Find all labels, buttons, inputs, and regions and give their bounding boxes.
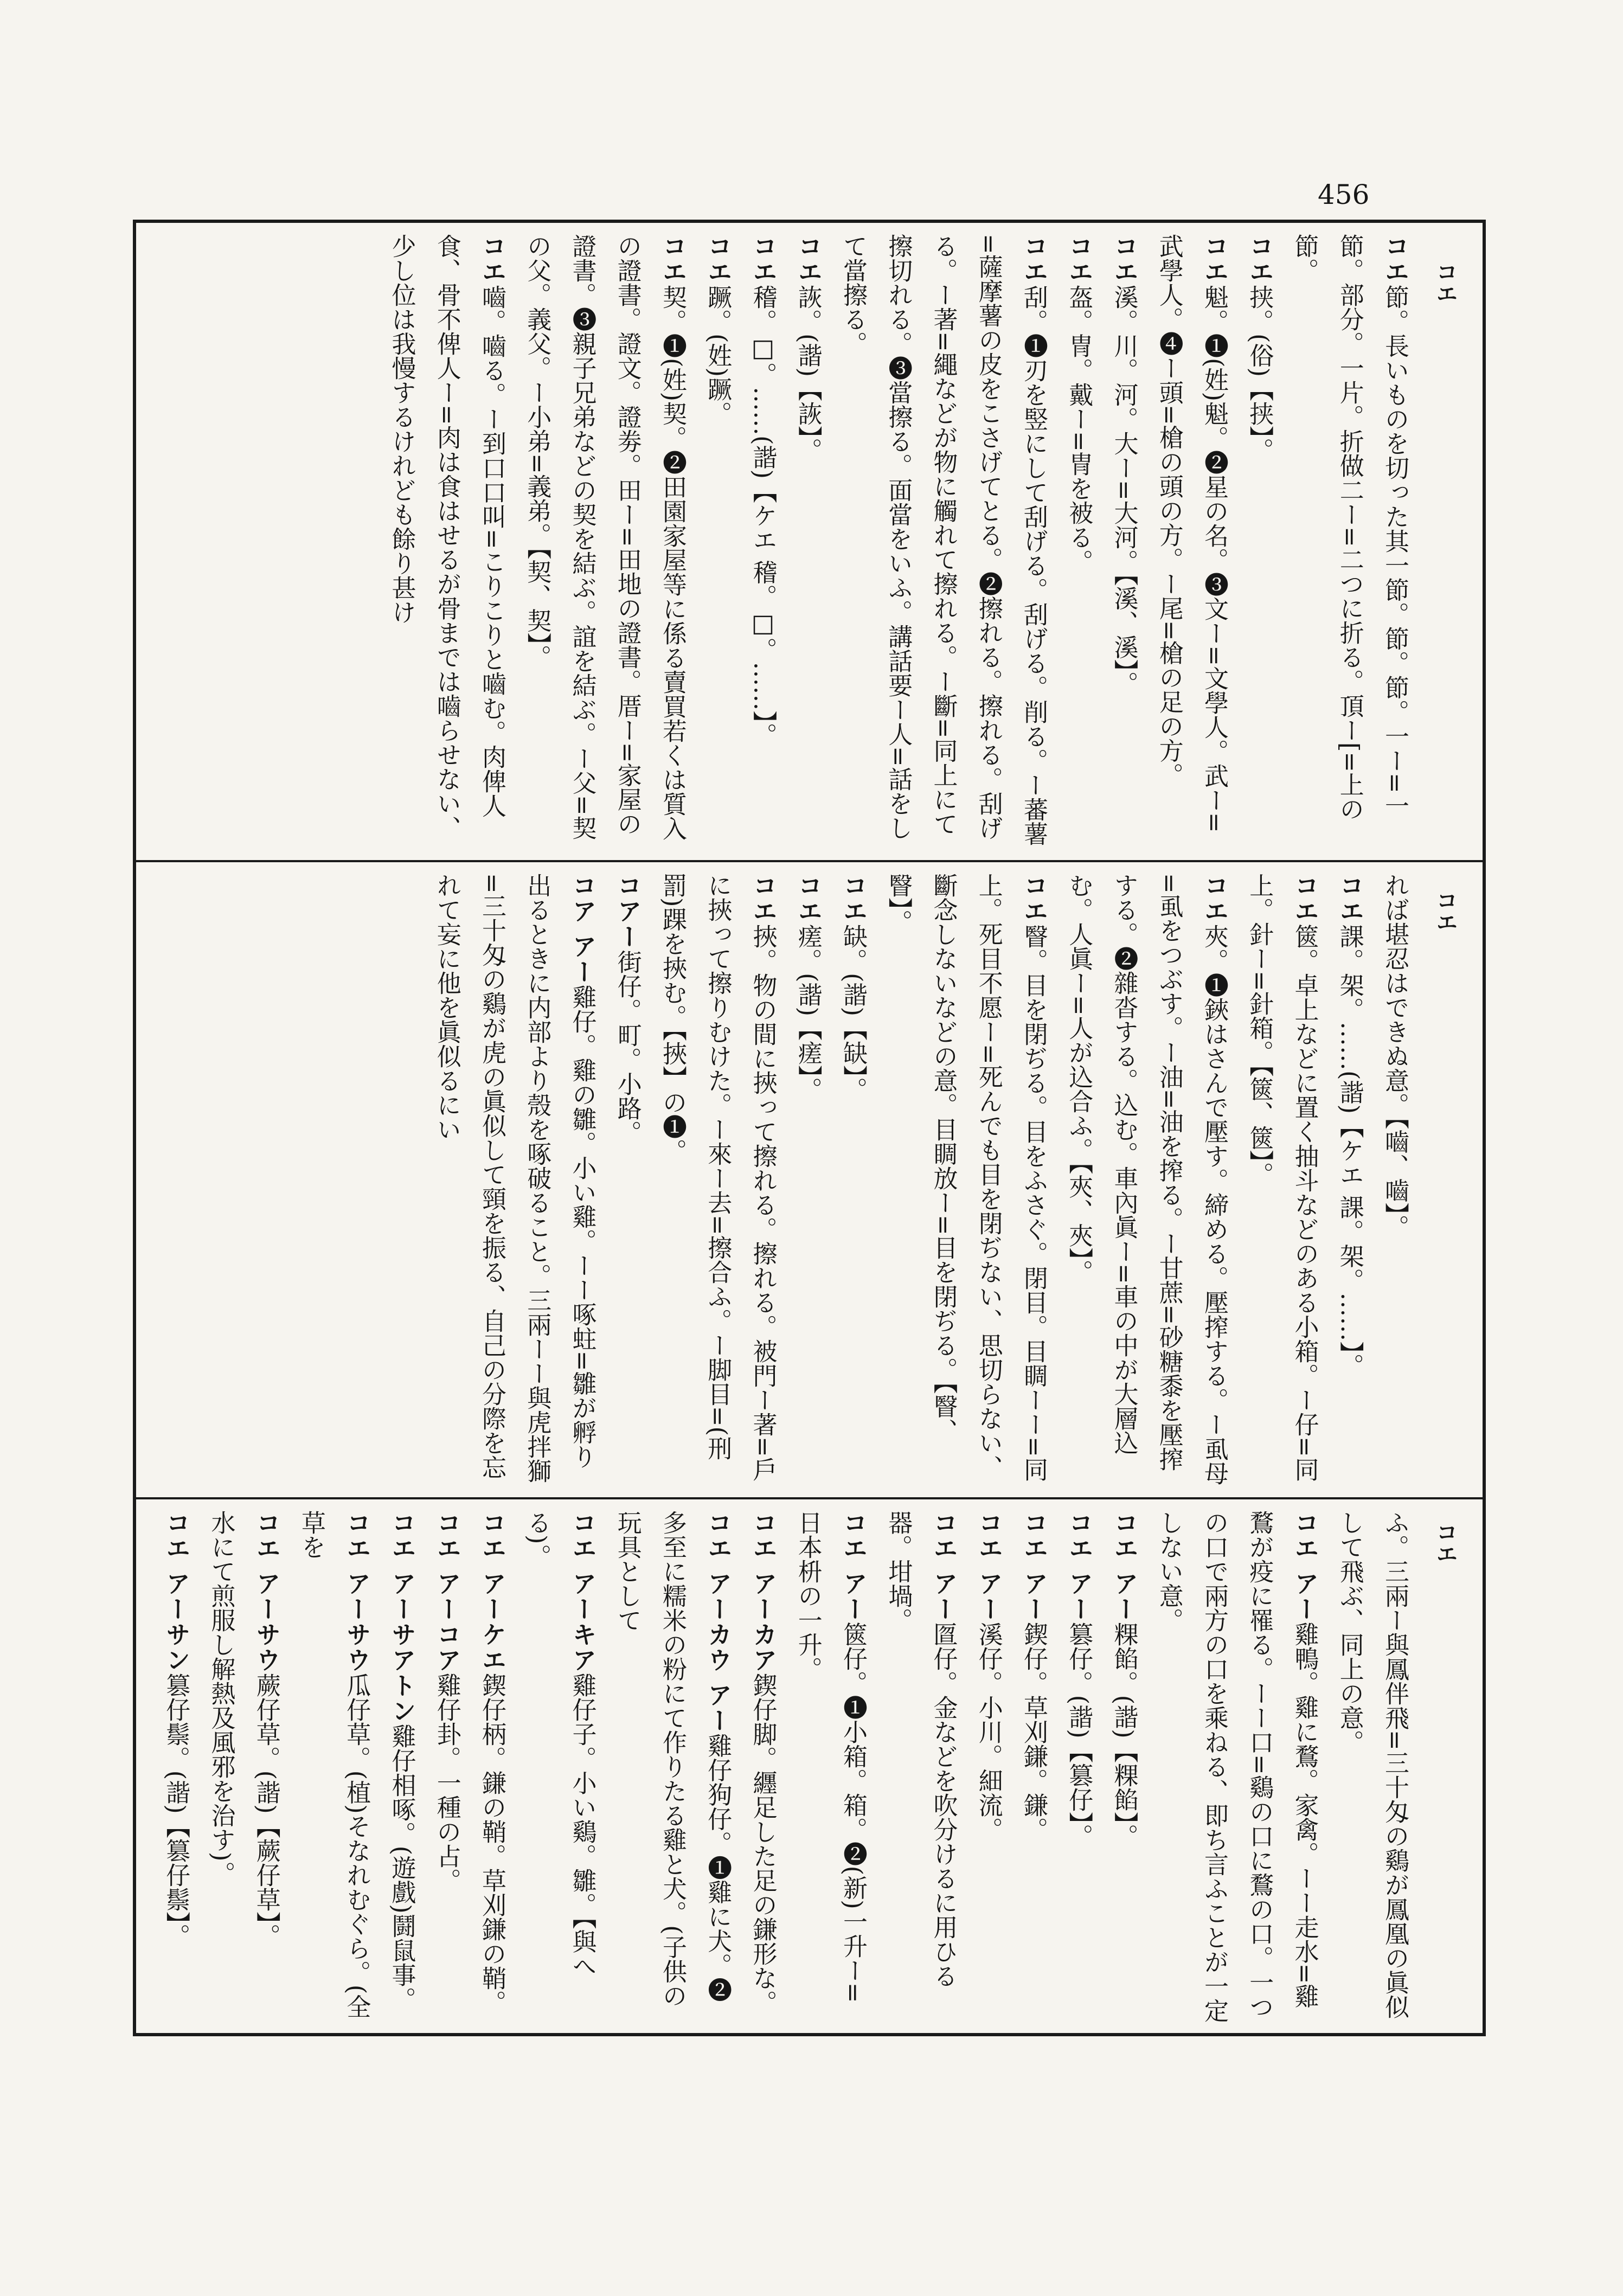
entry-reading: コアー [613, 873, 642, 950]
dictionary-entry [786, 234, 831, 850]
dictionary-entry [1372, 873, 1417, 1487]
entry-reading: コエ [793, 873, 823, 924]
section-middle [136, 860, 1483, 1497]
section-bottom [136, 1497, 1483, 2033]
entry-reading: コエ アー [974, 1510, 1003, 1622]
entry-definition: 溪仔。小川。細流。 [974, 1621, 1003, 1842]
entry-definition: 契。❶(姓)契。❷田園家屋等に係る賣買若くは質入の證書。證文。證劵。田ー=田地の證書。厝ー=家屋の證書。❸親子兄弟などの契を結ぶ。誼を結ぶ。ー父=契の父。義父。ー小弟=義弟。【契、契】。 [523, 234, 687, 841]
dictionary-entry [244, 1510, 289, 2023]
entry-reading: コエ アーサン [162, 1510, 191, 1673]
entry-reading: コエ [839, 873, 868, 924]
dictionary-entry [831, 234, 1056, 850]
dictionary-entry [786, 873, 831, 1487]
entry-definition: 嚙。嚙る。ー到口口叫=こりこりと嚙む。肉俾人食、骨不俾人ー=肉は食はせるが骨までは嚙らせない、少し位は我慢するけれども餘り甚け [387, 234, 506, 840]
entry-definition: 溪。川。河。大ー=大河。【溪、溪】。 [1109, 285, 1139, 696]
dictionary-entry [876, 873, 1056, 1487]
entry-definition: 篋仔。❶小箱。箱。❷(新)一升ー=日本枡の一升。 [793, 1510, 868, 2003]
entry-definition: 挾。物の間に挾って擦れる。擦れる。被門ー著=戶に挾って擦りむけた。ー來ー去=擦合ふ。ー脚目=(刑罰)踝を挾む。【挾】の❶。 [658, 873, 778, 1482]
entry-reading: コエ [793, 234, 823, 285]
entry-reading: コエ [1290, 873, 1319, 924]
entry-definition: 刮。❶刃を竪にして刮げる。刮げる。削る。ー蕃薯=薩摩薯の皮をこさげてとる。❷擦れる。擦れる。刮げる。ー著=繩などが物に觸れて擦れる。ー斷=同上にて擦切れる。❸當擦る。面當をいふ。講話要ー人=話をして當擦る。 [839, 234, 1048, 846]
entry-reading: コエ アー [1019, 1510, 1048, 1622]
dictionary-entry [831, 873, 876, 1487]
dictionary-entry [740, 1510, 785, 2023]
entry-definition: 蕨仔草。(諧)【蕨仔草】。 [252, 1672, 281, 1948]
dictionary-frame [133, 220, 1486, 2036]
dictionary-entry [1056, 234, 1101, 850]
entry-columns [147, 873, 1417, 1487]
dictionary-entry [605, 1510, 741, 2023]
dictionary-entry [1327, 873, 1372, 1487]
dictionary-entry [1237, 873, 1327, 1487]
entry-definition: 瘥。(諧)【瘥】。 [793, 924, 823, 1102]
entry-reading: コエ アーキア [568, 1510, 597, 1673]
dictionary-entry [153, 1510, 198, 2023]
dictionary-entry [1147, 1510, 1327, 2023]
entry-reading: コエ [1019, 873, 1048, 924]
entry-reading: コエ [658, 234, 687, 285]
dictionary-entry [289, 1510, 380, 2023]
entry-definition: 鍥仔柄。鎌の鞘。草刈鎌の鞘。 [478, 1672, 506, 2015]
section-top [136, 223, 1483, 860]
dictionary-entry [650, 873, 786, 1487]
entry-reading: コエ [1335, 873, 1364, 924]
dictionary-entry [515, 1510, 605, 2023]
entry-definition: 雞仔子。小い鷄。雛。【與へる)。 [523, 1510, 597, 1978]
dictionary-entry [786, 1510, 876, 2023]
entry-reading: コエ アーサウ [342, 1510, 371, 1673]
entry-reading: コエ [1109, 234, 1139, 285]
dictionary-entry [379, 234, 515, 850]
entry-reading: コエ アー [1290, 1510, 1319, 1622]
entry-definition: 鍥仔。草刈鎌。鎌。 [1019, 1621, 1048, 1842]
page-number: 456 [1318, 179, 1370, 210]
dictionary-entry [198, 1510, 243, 2023]
entry-definition: 鍥仔脚。纒足した足の鎌形な。 [748, 1672, 778, 2015]
dictionary-entry [1147, 234, 1237, 850]
entry-definition: 篡仔鬃。(諧)【篡仔鬃】。 [162, 1672, 191, 1948]
entry-definition: 雞仔相啄。(遊戲)鬪鼠事。 [387, 1723, 416, 2011]
section-header-mark: コエ [1433, 261, 1458, 304]
entry-definition: 詼。(諧)【詼】。 [793, 285, 823, 463]
dictionary-entry [1327, 1510, 1418, 2023]
entry-definition: 盔。冑。戴ー=冑を被る。 [1064, 285, 1094, 574]
entry-reading: コエ [748, 234, 778, 285]
entry-reading: コエ [1019, 234, 1048, 285]
entry-reading: コエ アーサウ [252, 1510, 281, 1673]
entry-reading: コエ [1381, 234, 1409, 285]
dictionary-entry [605, 873, 650, 1487]
entry-reading: コエ [703, 234, 733, 285]
entry-reading: コエ アー [1109, 1510, 1139, 1622]
entry-reading: コエ [1245, 234, 1274, 285]
entry-reading: コエ アーケエ [478, 1510, 506, 1673]
dictionary-entry [740, 234, 785, 850]
dictionary-entry [379, 1510, 424, 2023]
entry-reading: コエ アーサアトン [387, 1510, 416, 1724]
entry-reading: コエ [1064, 234, 1094, 285]
dictionary-entry [1101, 234, 1146, 850]
entry-definition: 篡仔。(諧)【篡仔】。 [1064, 1621, 1094, 1849]
entry-reading: コア アー [568, 873, 597, 985]
dictionary-entry [1056, 873, 1237, 1487]
entry-definition: 挟。(俗)【挟】。 [1245, 285, 1274, 463]
section-header-mark: コエ [1433, 1521, 1458, 1564]
entry-reading: コエ [1200, 873, 1229, 924]
entry-definition: 篋。卓上などに置く抽斗などのある小箱。ー仔=同上。針ー=針箱。【篋、篋】。 [1245, 873, 1319, 1482]
entry-definition: 缺。(諧)【缺】。 [839, 924, 868, 1102]
entry-columns [147, 234, 1417, 850]
dictionary-entry [1237, 234, 1282, 850]
dictionary-entry [1101, 1510, 1146, 2023]
entry-reading: コエ [748, 873, 778, 924]
entry-definition: 節。長いものを切った其一節。節。節。一ー=一節。部分。一片。折做二ー=二つに折る。頂ー[=上の節。 [1290, 234, 1409, 821]
entry-definition: 蹶。(姓)蹶。 [703, 285, 733, 426]
entry-definition: 魁。❶(姓)魁。❷星の名。❸文ー=文學人。武ー=武學人。❹ー頭=槍の頭の方。ー尾=槍の足の方。 [1154, 234, 1229, 833]
dictionary-entry [470, 1510, 515, 2023]
entry-definition: れば堪忍はできぬ意。【嚙、嚙】。 [1381, 873, 1409, 1239]
entry-definition: 街仔。町。小路。 [613, 950, 642, 1145]
entry-reading: コエ アーカア [748, 1510, 778, 1673]
entry-reading: コエ アー [929, 1510, 958, 1622]
entry-definition: 雞仔狗仔。❶雞に犬。❷多至に糯米の粉にて作りたる雞と犬。(子供の玩具として [613, 1510, 733, 2008]
dictionary-entry [1011, 1510, 1056, 2023]
entry-definition: ふ。三兩ー與鳳伴飛=三十匁の鷄が鳳凰の眞似して飛ぶ、同上の意。 [1335, 1510, 1409, 2019]
entry-reading: コエ アーカウ アー [703, 1510, 733, 1734]
entry-reading: コエ アー [1064, 1510, 1094, 1622]
entry-definition: 瞖。目を閉ぢる。目をふさぐ。閉目。目睭ーー=同上。死目不愿ー=死んでも目を閉ぢない、思切らない、斷念しないなどの意。目睭放ー=目を閉ぢる。【瞖、瞖】。 [884, 873, 1048, 1482]
entry-columns [147, 1510, 1417, 2023]
entry-definition: 稽。□。……(諧)【ケエ 稽。□。……】。 [748, 285, 778, 747]
entry-reading: コエ [1200, 234, 1229, 285]
dictionary-entry [425, 1510, 470, 2023]
entry-definition: 雞仔卦。一種の占。 [432, 1672, 461, 1893]
entry-definition: 夾。❶鋏はさんで壓す。締める。壓搾する。ー虱母=虱をつぶす。ー油=油を搾る。ー甘蔗=砂糖黍を壓搾する。❷雜沓する。込む。車內眞ー=車の中が大層込む。人眞ー=人が込合ふ。【夾、夾】。 [1064, 873, 1229, 1485]
entry-reading: コエ アーコア [432, 1510, 461, 1673]
dictionary-entry [425, 873, 605, 1487]
dictionary-entry [966, 1510, 1011, 2023]
entry-reading: コエ [478, 234, 506, 285]
dictionary-entry [1056, 1510, 1101, 2023]
entry-definition: 瓜仔草。(植)そなれむぐら。(全草を [297, 1510, 371, 2019]
entry-definition: 匫仔。金などを吹分けるに用ひる器。坩堝。 [884, 1510, 958, 1988]
entry-definition: 雞仔。雞の雛。小い雞。ーー啄蛀=雛が孵り出るときに内部より殼を啄破ること。三兩ーー與虎拌獅=三十匁の鷄が虎の眞似して頸を振る、自己の分際を忘れて妄に他を眞似るにい [432, 873, 597, 1483]
entry-definition: 雞鴨。雞に鶩。家禽。ーー走水=雞鶩が疫に罹る。ーー口=鷄の口に鶩の口。一つの口で兩方の口を乘ねる、即ち言ふことが一定しない意。 [1154, 1510, 1319, 2023]
entry-definition: 水にて煎服し解熱及風邪を治す)。 [207, 1510, 236, 1886]
dictionary-entry [1282, 234, 1417, 850]
dictionary-entry [876, 1510, 966, 2023]
entry-definition: 粿餡。(諧)【粿餡】。 [1109, 1621, 1139, 1849]
entry-reading: コエ アー [839, 1510, 868, 1622]
entry-definition: 課。架。……(諧)【ケエ 課。架。……】。 [1335, 924, 1364, 1378]
dictionary-entry [515, 234, 695, 850]
dictionary-entry [695, 234, 740, 850]
section-header-mark: コエ [1433, 889, 1458, 933]
